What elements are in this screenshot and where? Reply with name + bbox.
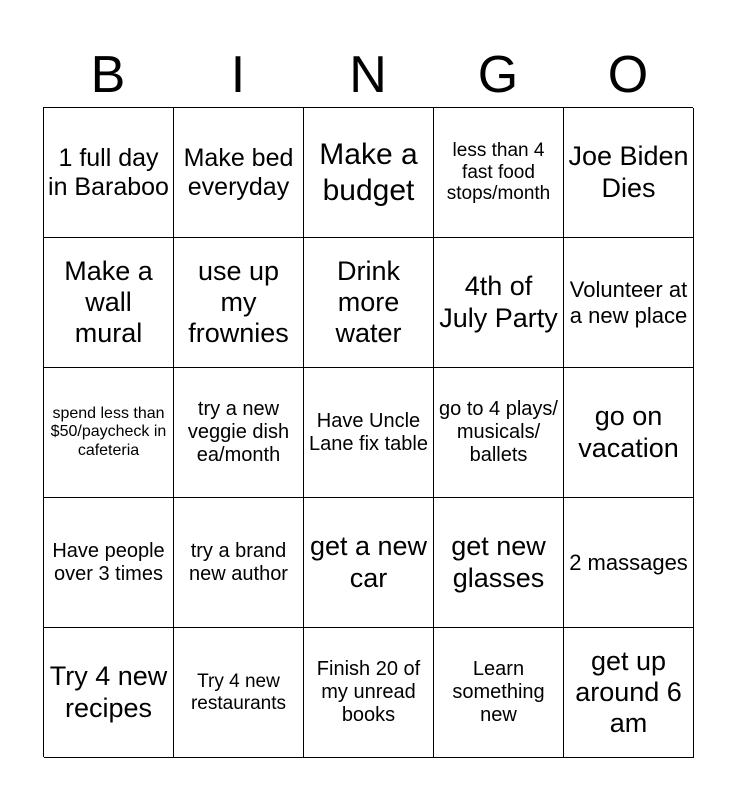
header-letter-g: G: [477, 46, 519, 104]
cell-text: Make bed everyday: [183, 143, 294, 201]
cell-text: less than 4 fast food stops/month: [446, 139, 551, 205]
cell-text: Make a budget: [319, 137, 418, 207]
cell-text: 4th of July Party: [439, 271, 558, 333]
cell-text: get up around 6 am: [575, 645, 682, 739]
bingo-cell[interactable]: [434, 108, 564, 238]
bingo-header: [43, 42, 693, 108]
bingo-cell[interactable]: [174, 628, 304, 758]
bingo-board: [43, 107, 693, 757]
cell-text: Joe Biden Dies: [568, 141, 689, 203]
cell-text: spend less than $50/paycheck in cafeteria: [50, 404, 167, 459]
header-letter-b: B: [90, 46, 126, 104]
bingo-cell[interactable]: [44, 498, 174, 628]
cell-text: 2 massages: [569, 549, 688, 575]
bingo-cell[interactable]: [174, 368, 304, 498]
cell-text: 1 full day in Baraboo: [48, 143, 169, 201]
bingo-cell[interactable]: [174, 498, 304, 628]
bingo-cell[interactable]: [44, 628, 174, 758]
cell-text: Volunteer at a new place: [569, 277, 688, 328]
bingo-cell[interactable]: [304, 368, 434, 498]
cell-text: Try 4 new recipes: [49, 661, 168, 723]
cell-text: try a new veggie dish ea/month: [187, 398, 290, 466]
bingo-cell[interactable]: [44, 108, 174, 238]
header-letter-o: O: [607, 46, 649, 104]
bingo-cell[interactable]: [304, 628, 434, 758]
bingo-cell[interactable]: [564, 368, 694, 498]
bingo-cell[interactable]: [44, 368, 174, 498]
cell-text: Try 4 new restaurants: [190, 670, 287, 714]
bingo-cell[interactable]: [174, 108, 304, 238]
bingo-cell[interactable]: [434, 368, 564, 498]
bingo-cell[interactable]: [304, 108, 434, 238]
bingo-cell[interactable]: [564, 238, 694, 368]
cell-text: Have people over 3 times: [52, 539, 165, 585]
bingo-cell[interactable]: [434, 238, 564, 368]
bingo-cell[interactable]: [44, 238, 174, 368]
cell-text: use up my frownies: [188, 255, 289, 349]
cell-text: try a brand new author: [189, 539, 288, 585]
bingo-cell[interactable]: [304, 238, 434, 368]
cell-text: Have Uncle Lane fix table: [309, 409, 428, 455]
cell-text: get a new car: [309, 531, 428, 593]
bingo-cell[interactable]: [564, 498, 694, 628]
cell-text: go to 4 plays/ musicals/ ballets: [439, 398, 558, 466]
cell-text: Learn something new: [452, 658, 545, 726]
bingo-cell[interactable]: [564, 628, 694, 758]
cell-text: Drink more water: [335, 255, 402, 349]
bingo-cell[interactable]: [174, 238, 304, 368]
cell-text: Make a wall mural: [64, 255, 153, 349]
header-letter-i: I: [230, 46, 246, 104]
bingo-cell[interactable]: [434, 628, 564, 758]
bingo-cell[interactable]: [434, 498, 564, 628]
bingo-cell[interactable]: [564, 108, 694, 238]
cell-text: go on vacation: [578, 401, 679, 463]
cell-text: get new glasses: [451, 531, 546, 593]
header-letter-n: N: [349, 46, 387, 104]
cell-text: Finish 20 of my unread books: [316, 658, 421, 726]
bingo-cell[interactable]: [304, 498, 434, 628]
